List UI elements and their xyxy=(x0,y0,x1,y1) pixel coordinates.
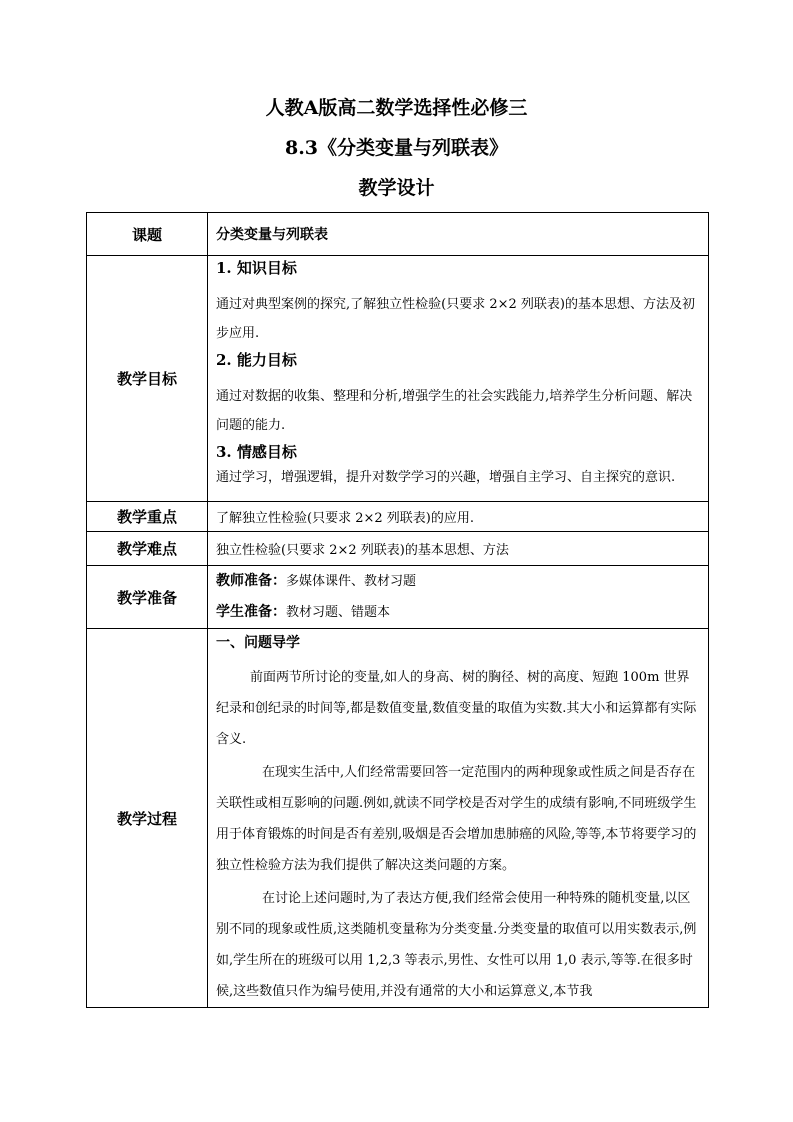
teacher-preparation-label: 教师准备： xyxy=(216,573,286,589)
document-title: 人教A版高二数学选择性必修三 xyxy=(265,97,528,119)
student-preparation-label: 学生准备： xyxy=(216,604,286,620)
preparation-label: 教学准备 xyxy=(87,566,208,629)
table-row-preparation xyxy=(87,566,709,629)
difficulties-value: 独立性检验(只要求 2×2 列联表)的基本思想、方法 xyxy=(216,543,509,558)
emotion-objective-text: 通过学习，增强逻辑，提升对数学学习的兴趣，增强自主学习、自主探究的意识. xyxy=(216,470,676,485)
objectives-label: 教学目标 xyxy=(87,256,208,502)
difficulties-cell xyxy=(208,532,709,566)
process-paragraph-2: 在现实生活中,人们经常需要回答一定范围内的两种现象或性质之间是否存在关联性或相互影响的问题.例如,就读不同学校是否对学生的成绩有影响,不同班级学生用于体育锻炼的时间是否有差别,吸烟是否会增加患肺癌的风险,等等,本节将要学习的独立性检验方法为我们提供了解决这类问题的方案。 xyxy=(216,765,697,873)
process-paragraph-3: 在讨论上述问题时,为了表达方便,我们经常会使用一种特殊的随机变量,以区别不同的现象或性质,这类随机变量称为分类变量.分类变量的取值可以用实数表示,例如,学生所在的班级可以用 1,2,3 等表示,男性、女性可以用 1,0 表示,等等.在很多时候,这些数值只作为编号使用,并没有通常的大小和运算意义,本节我 xyxy=(216,891,697,999)
table-row-objectives xyxy=(87,256,709,502)
process-cell xyxy=(208,629,709,1008)
table-row-difficulties xyxy=(87,532,709,566)
ability-objective-title: 2. 能力目标 xyxy=(216,351,297,369)
lesson-title: 8.3《分类变量与列联表》 xyxy=(284,137,509,159)
process-label: 教学过程 xyxy=(87,629,208,1008)
teacher-preparation xyxy=(216,566,700,597)
process-paragraph-1: 前面两节所讨论的变量,如人的身高、树的胸径、树的高度、短跑 100m 世界纪录和创纪录的时间等,都是数值变量,数值变量的取值为实数.其大小和运算都有实际含义. xyxy=(216,670,697,747)
preparation-cell xyxy=(208,566,709,629)
table-row-topic xyxy=(87,213,709,256)
teacher-preparation-value: 多媒体课件、教材习题 xyxy=(286,574,417,589)
key-points-cell xyxy=(208,502,709,532)
student-preparation xyxy=(216,597,700,628)
student-preparation-value: 教材习题、错题本 xyxy=(286,605,391,620)
knowledge-objective-title: 1. 知识目标 xyxy=(216,259,297,277)
key-points-value: 了解独立性检验(只要求 2×2 列联表)的应用. xyxy=(216,511,474,526)
knowledge-objective-text: 通过对典型案例的探究,了解独立性检验(只要求 2×2 列联表)的基本思想、方法及初步应用. xyxy=(216,297,695,341)
objectives-cell xyxy=(208,256,709,502)
difficulties-label: 教学难点 xyxy=(87,532,208,566)
table-row-key-points xyxy=(87,502,709,532)
ability-objective-text: 通过对数据的收集、整理和分析,增强学生的社会实践能力,培养学生分析问题、解决问题的能力. xyxy=(216,389,693,433)
key-points-label: 教学重点 xyxy=(87,502,208,532)
topic-value: 分类变量与列联表 xyxy=(216,227,328,243)
emotion-objective-title: 3. 情感目标 xyxy=(216,443,297,461)
document-subtitle: 教学设计 xyxy=(358,177,435,199)
topic-label: 课题 xyxy=(87,213,208,256)
topic-cell xyxy=(208,213,709,256)
lesson-plan-table xyxy=(86,212,709,1008)
process-section-title: 一、问题导学 xyxy=(216,635,300,651)
table-row-process xyxy=(87,629,709,1008)
